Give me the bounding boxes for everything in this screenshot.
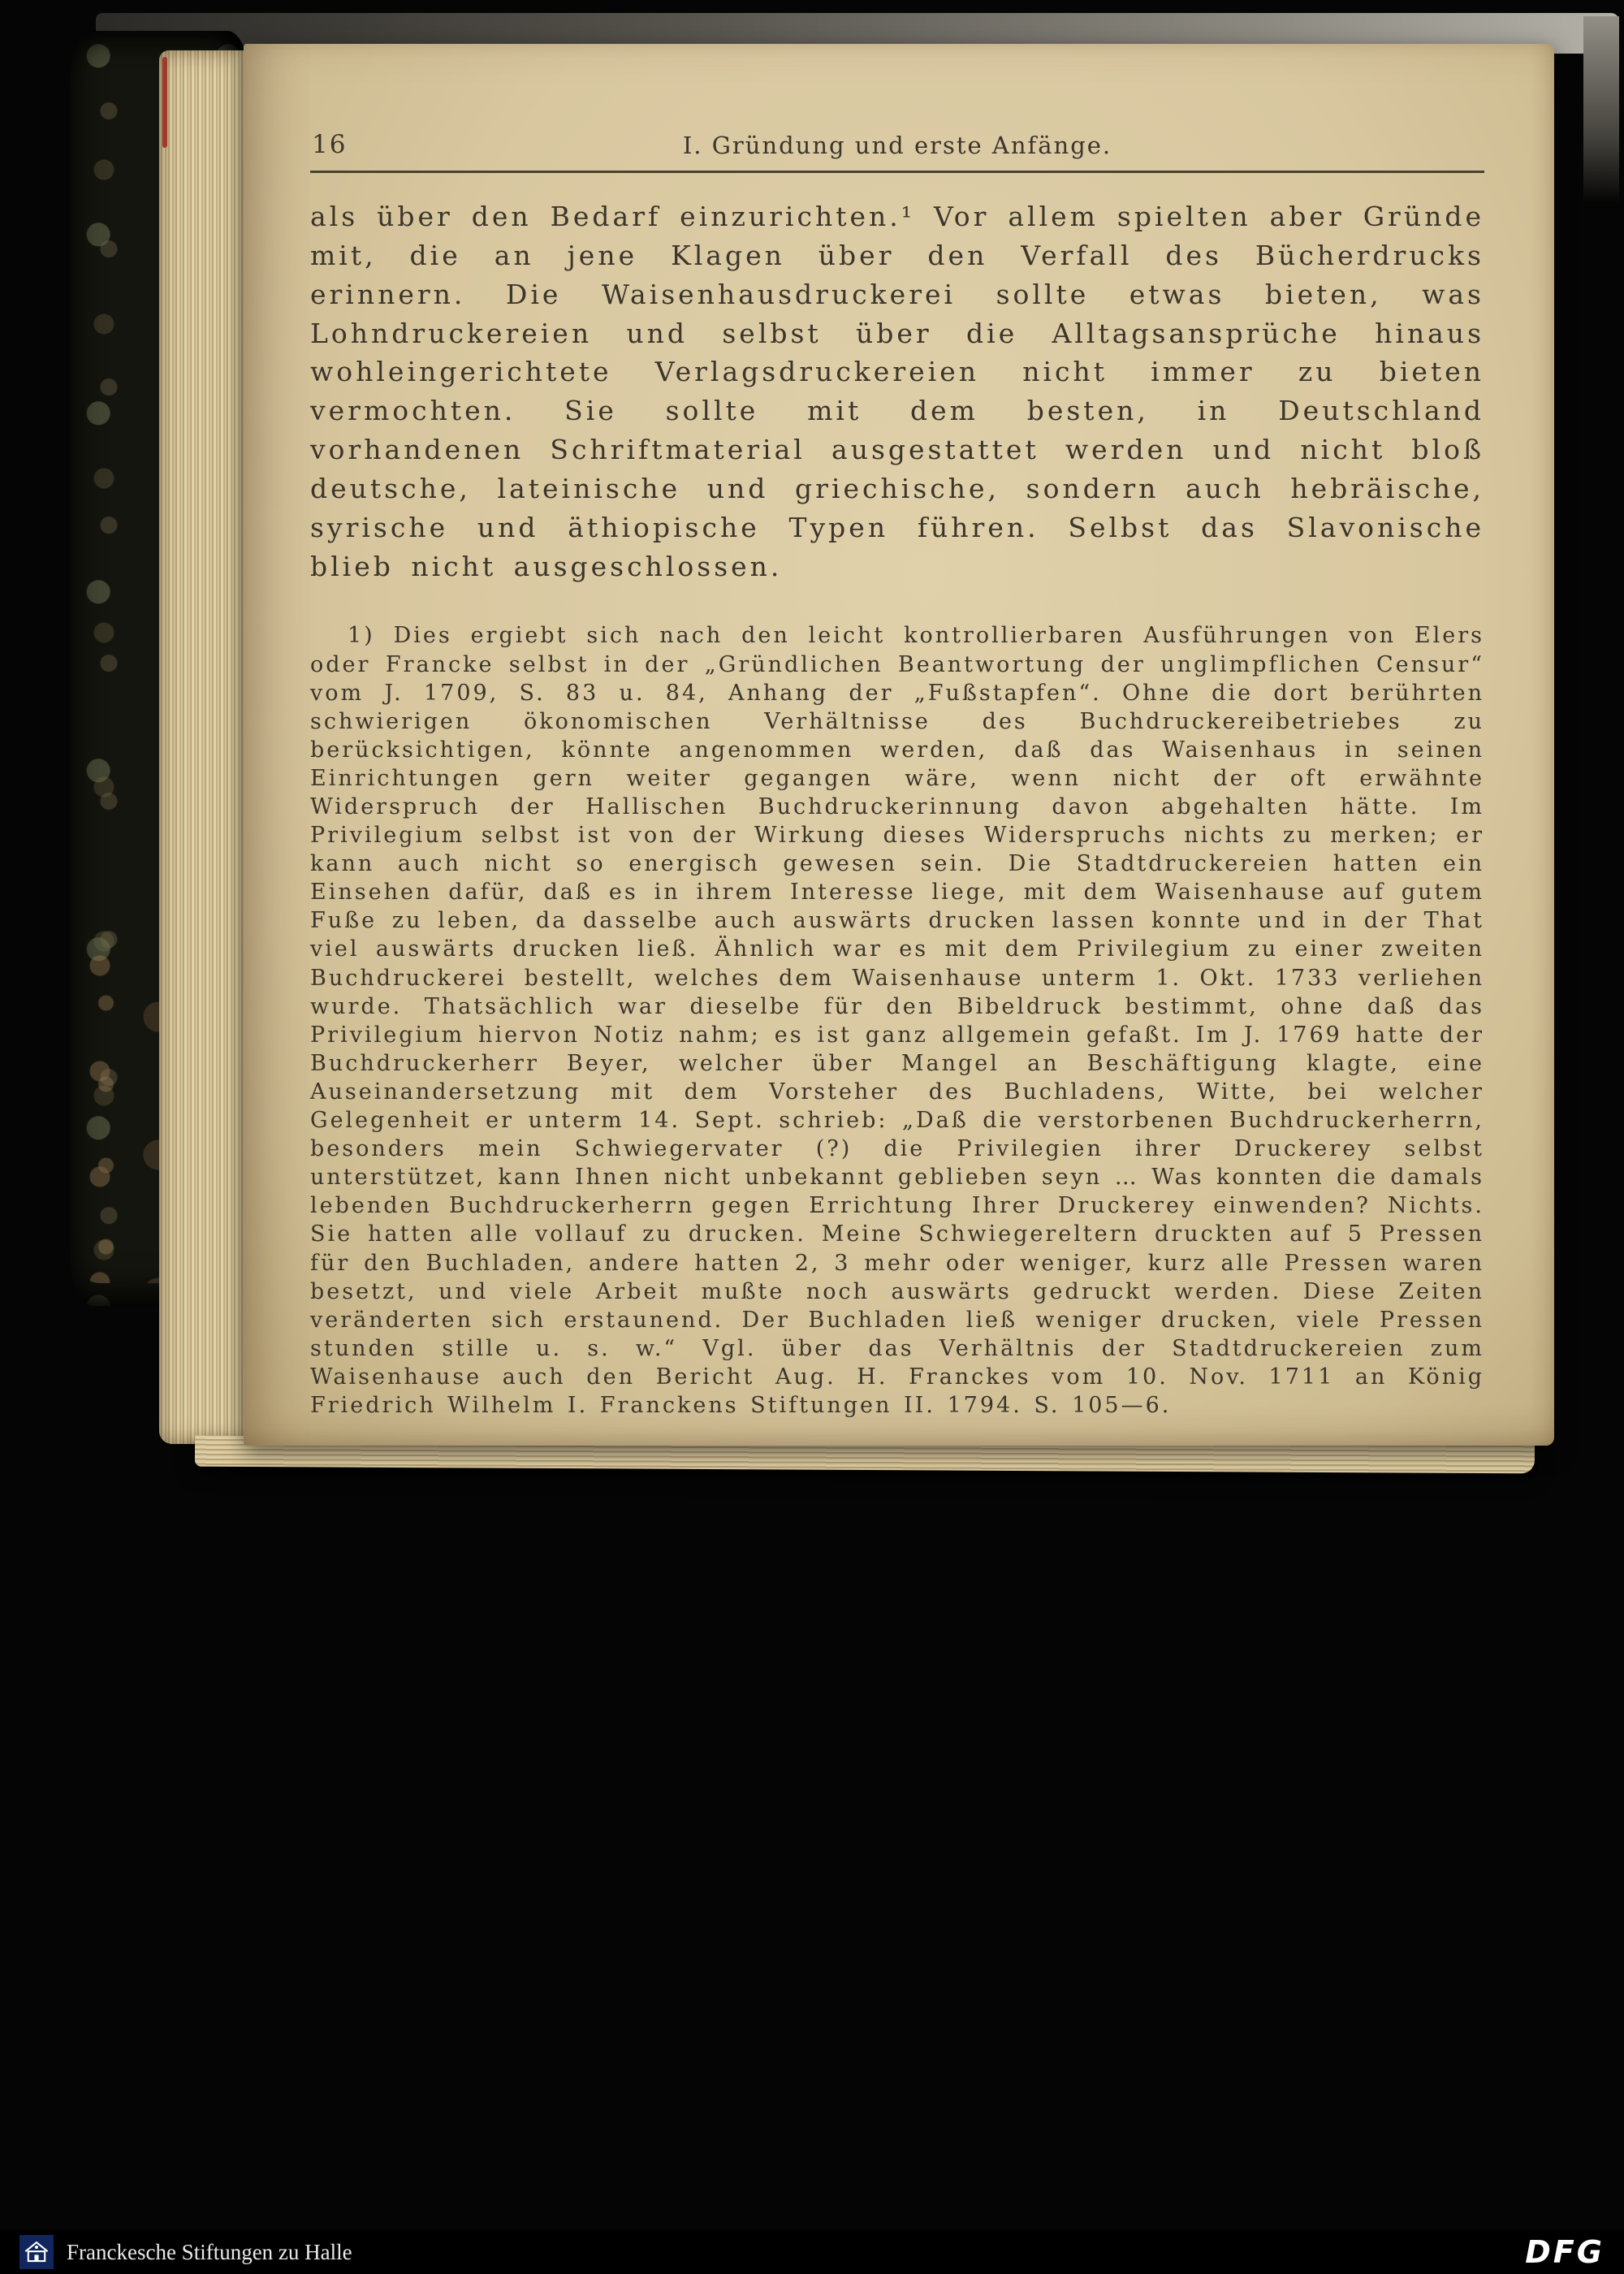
book-cover-right-edge — [1583, 16, 1619, 203]
page-header-row — [310, 128, 1484, 167]
page-text-column — [310, 128, 1484, 1420]
red-ribbon-edge — [162, 57, 167, 148]
institution-block — [19, 2235, 352, 2269]
franckesche-stiftungen-logo-icon — [19, 2235, 54, 2269]
institution-label: Franckesche Stiftungen zu Halle — [67, 2239, 352, 2264]
running-header: I. Gründung und erste Anfänge. — [682, 132, 1112, 159]
page-number: 16 — [312, 130, 348, 159]
book-page — [244, 44, 1554, 1446]
header-rule — [310, 171, 1484, 173]
footnote-text: 1) Dies ergiebt sich nach den leicht kontrollierbaren Ausführungen von Elers oder Francke selbst in der „Gründlichen Beantwortung der unglimpflichen Censur“ vom J. 1709, S. 83 u. 84, Anhang der „Fußstapfen“. Ohne die dort berührten schwierigen ökonomischen Verhältnisse des Buchdruckereibetriebes zu berücksichtigen, könnte angenommen werden, daß das Waisenhaus in seinen Einrichtungen gern weiter gegangen wäre, wenn nicht der oft erwähnte Widerspruch der Hallischen Buchdruckerinnung davon abgehalten hätte. Im Privilegium selbst ist von der Wirkung dieses Widerspruchs nichts zu merken; er kann auch nicht so energisch gewesen sein. Die Stadtdruckereien hatten ein Einsehen dafür, daß es in ihrem Interesse liege, mit dem Waisenhause auf gutem Fuße zu leben, da dasselbe auch auswärts drucken lassen konnte und in der That viel auswärts drucken ließ. Ähnlich war es mit dem Privilegium zu einer zweiten Buchdruckerei bestellt, welches dem Waisenhause unterm 1. Okt. 1733 verliehen wurde. Thatsächlich war dieselbe für den Bibeldruck bestimmt, ohne daß das Privilegium hiervon Notiz nahm; es ist ganz allgemein gefaßt. Im J. 1769 hatte der Buchdruckerherr Beyer, welcher über Mangel an Beschäftigung klagte, eine Auseinandersetzung mit dem Vorsteher des Buchladens, Witte, bei welcher Gelegenheit er unterm 14. Sept. schrieb: „Daß die verstorbenen Buchdruckerherrn, besonders mein Schwiegervater (?) die Privilegien ihrer Druckerey selbst unterstützet, kann Ihnen nicht unbekannt geblieben seyn … Was konnten die damals lebenden Buchdruckerherrn gegen Errichtung Ihrer Druckerey einwenden? Nichts. Sie hatten alle vollauf zu drucken. Meine Schwiegereltern druckten auf 5 Pressen für den Buchladen, andere hatten 2, 3 mehr oder weniger, kurz alle Pressen waren besetzt, und viele Arbeit mußte noch auswärts gedruckt werden. Diese Zeiten veränderten sich erstaunend. Der Buchladen ließ weniger drucken, viele Pressen stunden stille u. s. w.“ Vgl. über das Verhältnis der Stadtdruckereien zum Waisenhause auch den Bericht Aug. H. Franckes vom 10. Nov. 1711 an König Friedrich Wilhelm I. Franckens Stiftungen II. 1794. S. 105—6. — [310, 623, 1484, 1418]
dfg-logo: DFG — [1525, 2234, 1605, 2270]
body-paragraph: als über den Bedarf einzurichten.¹ Vor allem spielten aber Gründe mit, die an jene Klagen über den Verfall des Bücherdrucks erinnern. Die Waisenhausdruckerei sollte etwas bieten, was Lohndruckereien und selbst über die Alltagsansprüche hinaus wohleingerichtete Verlagsdruckereien nicht immer zu bieten vermochten. Sie sollte mit dem besten, in Deutschland vorhandenen Schriftmaterial ausgestattet werden und nicht bloß deutsche, lateinische und griechische, sondern auch hebräische, syrische und äthiopische Typen führen. Selbst das Slavonische blieb nicht ausgeschlossen. — [310, 201, 1484, 582]
viewer-footer-bar — [0, 2230, 1624, 2274]
page-stack-left-edges — [159, 50, 253, 1444]
